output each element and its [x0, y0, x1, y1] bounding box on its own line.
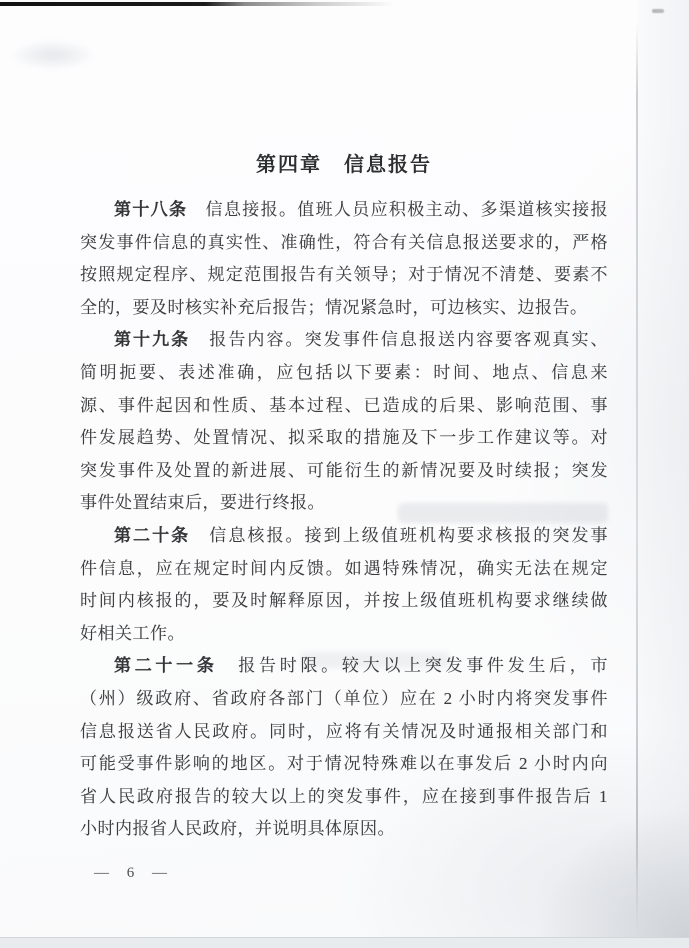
text-line: 件信息，应在规定时间内反馈。如遇特殊情况，确实无法在规定: [80, 558, 608, 578]
paper-right-shade: [638, 0, 689, 938]
text-line: 突发事件及处置的新进展、可能衍生的新情况要及时续报；突发: [80, 460, 608, 480]
scanner-bed-edge: [0, 937, 689, 948]
scan-top-edge-line: [0, 2, 395, 6]
text-line: 小时内报省人民政府，并说明具体原因。: [80, 819, 395, 839]
text-line: 突发事件信息的真实性、准确性，符合有关信息报送要求的，严格: [80, 232, 608, 252]
scan-smudge: [10, 40, 96, 70]
text-line: 可能受事件影响的地区。对于情况特殊难以在事发后 2 小时内向: [80, 754, 608, 774]
text-line: 简明扼要、表述准确，应包括以下要素：时间、地点、信息来: [80, 362, 608, 382]
text-line: 源、事件起因和性质、基本过程、已造成的后果、影响范围、事: [80, 395, 608, 415]
body-text: [80, 194, 608, 846]
text-line: 第十九条 报告内容。突发事件信息报送内容要客观真实、: [114, 330, 609, 350]
article-number: 第十八条: [114, 200, 188, 219]
text-line: 全的，要及时核实补充后报告；情况紧急时，可边核实、边报告。: [80, 297, 588, 317]
article-number: 第二十条: [114, 525, 191, 545]
text-line: （州）级政府、省政府各部门（单位）应在 2 小时内将突发事件: [80, 688, 608, 708]
text-line: 时间内核报的，要及时解释原因，并按上级值班机构要求继续做: [80, 591, 608, 611]
text-line: 信息报送省人民政府。同时，应将有关情况及时通报相关部门和: [80, 721, 608, 741]
article-number: 第二十一条: [114, 656, 218, 676]
text-line: 件发展趋势、处置情况、拟采取的措施及下一步工作建议等。对: [80, 428, 608, 448]
text-line: 第二十一条 报告时限。较大以上突发事件发生后，市: [114, 656, 609, 676]
text-line: 事件处置结束后，要进行终报。: [80, 493, 325, 513]
text-line: 按照规定程序、规定范围报告有关领导；对于情况不清楚、要素不: [80, 265, 608, 285]
text-line: 省人民政府报告的较大以上的突发事件，应在接到事件报告后 1: [80, 786, 608, 806]
text-line: 好相关工作。: [80, 623, 185, 643]
chapter-title: 第四章 信息报告: [256, 154, 432, 176]
page-number: — 6 —: [94, 865, 168, 881]
text-line: 第十八条 信息接报。值班人员应积极主动、多渠道核实接报: [114, 200, 609, 219]
article-number: 第十九条: [114, 330, 191, 350]
text-line: 第二十条 信息核报。接到上级值班机构要求核报的突发事: [114, 525, 609, 545]
